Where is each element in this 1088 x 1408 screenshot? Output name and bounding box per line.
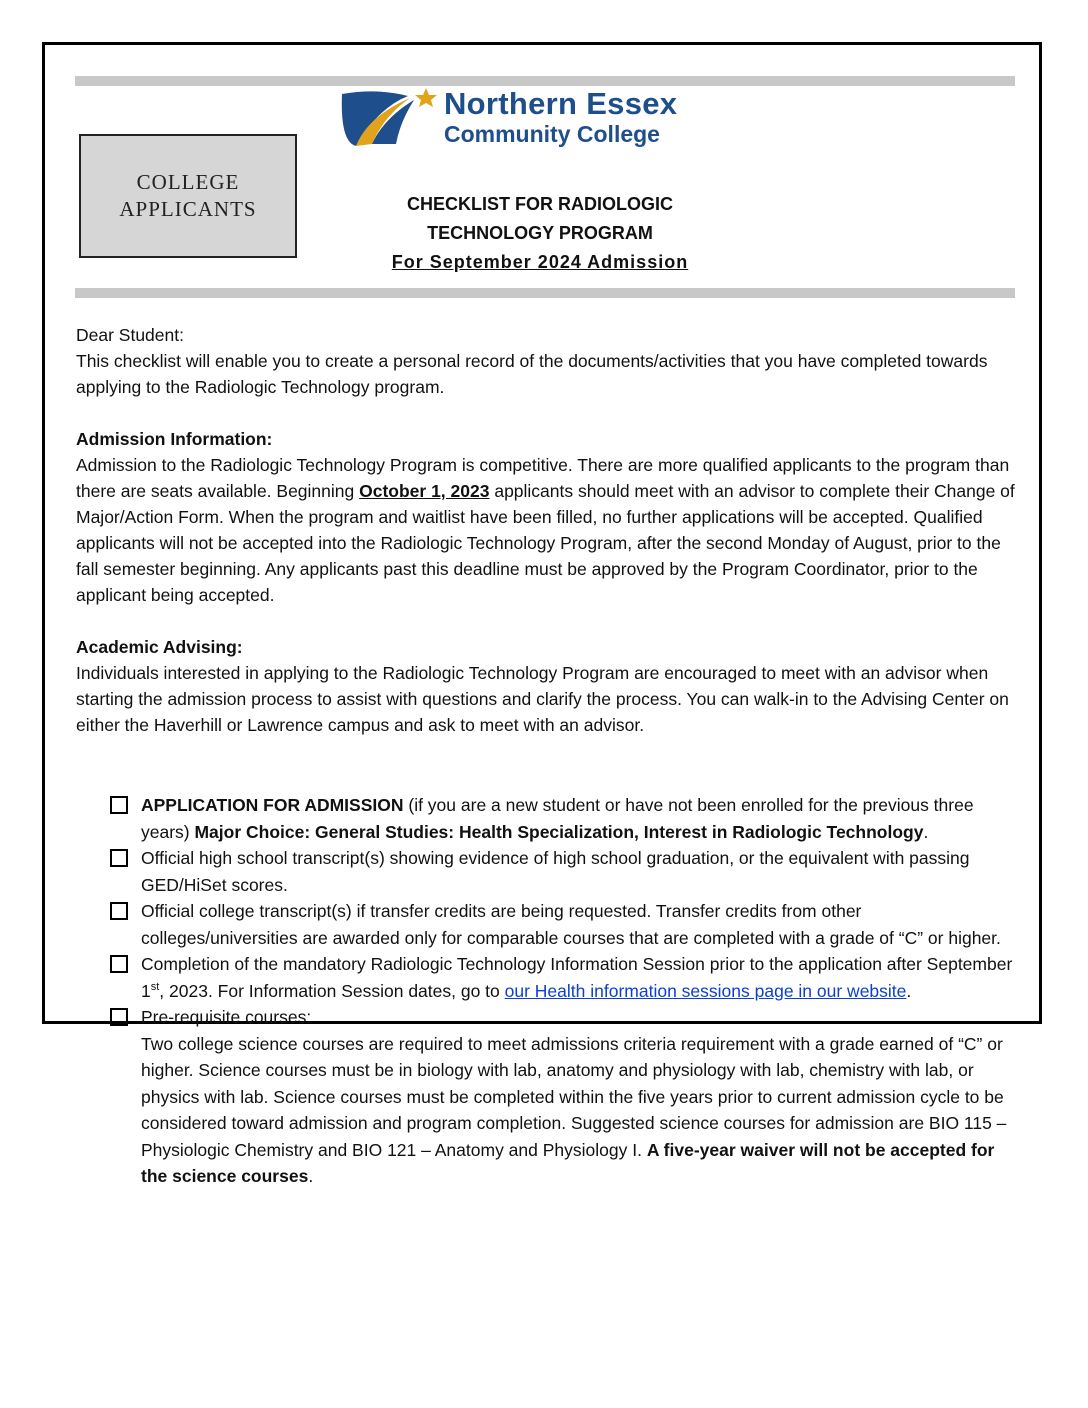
checkbox-high-school-transcript[interactable] xyxy=(110,849,128,867)
admission-paragraph xyxy=(76,452,1016,608)
title-line2: TECHNOLOGY PROGRAM xyxy=(427,223,653,243)
checkbox-prerequisites[interactable] xyxy=(110,1008,128,1026)
item2-text: Official high school transcript(s) showing evidence of high school graduation, or the equivalent with passing GED/HiSet scores. xyxy=(141,848,970,895)
checkbox-application[interactable] xyxy=(110,796,128,814)
logo-name-line1: Northern Essex xyxy=(444,86,678,121)
checklist-item-prerequisites xyxy=(110,1004,1020,1190)
checklist-item-info-session xyxy=(110,951,1020,1004)
college-applicants-box xyxy=(79,134,297,258)
bottom-divider xyxy=(75,288,1015,298)
college-logo xyxy=(338,86,758,148)
item5-waiver-note: A five-year waiver will not be accepted for the science courses xyxy=(141,1139,995,1186)
admission-heading: Admission Information: xyxy=(76,429,273,449)
logo-emblem-icon xyxy=(338,86,442,148)
item3-text: Official college transcript(s) if transfer credits are being requested. Transfer credits from other colleges/universities are awarded only for comparable courses that are completed with a grade of “C” or higher. xyxy=(141,901,1001,948)
checklist-item-college-transcript xyxy=(110,898,1020,951)
logo-name-line2: Community College xyxy=(444,121,660,147)
item1-text: (if you are a new student or have not been enrolled for the previous three years) xyxy=(141,795,974,842)
item4-sup: st xyxy=(150,980,160,993)
top-divider xyxy=(75,76,1015,86)
item5-text: Two college science courses are required to meet admissions criteria requirement with a grade earned of “C” or higher. Science courses must be in biology with lab, anatomy and physiology with lab, chemistry with lab, or physics with lab. Science courses must be completed within the five years prior to current admission cycle to be considered toward admission and program completion. Suggested science courses for admission are BIO 115 – Physiologic Chemistry and BIO 121 – Anatomy and Physiology I. xyxy=(141,1033,1007,1160)
item5-paragraph xyxy=(141,1031,1020,1190)
document-title xyxy=(340,190,740,277)
item1-major-choice: Major Choice: General Studies: Health Specialization, Interest in Radiologic Technology xyxy=(194,821,924,842)
admission-date: October 1, 2023 xyxy=(359,481,490,501)
title-line3: For September 2024 Admission xyxy=(391,252,689,272)
intro-paragraph: This checklist will enable you to create a personal record of the documents/activities that you have completed towards applying to the Radiologic Technology program. xyxy=(76,351,988,397)
admission-text-after: applicants should meet with an advisor to complete their Change of Major/Action Form. When the program and waitlist have been filled, no further applications will be accepted. Qualified applicants will not be accepted into the Radiologic Technology Program, after the second Monday of August, prior to the fall semester beginning. Any applicants past this deadline must be approved by the Program Coordinator, prior to the applicant being accepted. xyxy=(76,481,1015,605)
item5-end: . xyxy=(308,1166,314,1186)
salutation: Dear Student: xyxy=(76,325,184,345)
item1-bold: APPLICATION FOR ADMISSION xyxy=(141,795,404,815)
advising-heading: Academic Advising: xyxy=(76,637,243,657)
info-session-link[interactable]: our Health information sessions page in our website xyxy=(504,980,907,1001)
admission-text-before: Admission to the Radiologic Technology Program is competitive. There are more qualified applicants to the program than there are seats available. Beginning xyxy=(76,455,1010,501)
item4-text-before: Completion of the mandatory Radiologic Technology Information Session prior to the application after September 1 xyxy=(141,954,1013,1001)
applicants-box-line1: COLLEGE xyxy=(136,170,240,194)
checkbox-info-session[interactable] xyxy=(110,955,128,973)
checkbox-college-transcript[interactable] xyxy=(110,902,128,920)
body-text xyxy=(76,322,1016,738)
checklist xyxy=(110,792,1020,1190)
item4-text-mid: , 2023. For Information Session dates, go to xyxy=(159,980,505,1001)
checklist-item-high-school-transcript xyxy=(110,845,1020,898)
checklist-item-application xyxy=(110,792,1020,845)
item1-end: . xyxy=(923,821,929,842)
item4-end: . xyxy=(906,980,912,1001)
item5-heading: Pre-requisite courses: xyxy=(141,1007,312,1027)
advising-paragraph: Individuals interested in applying to the Radiologic Technology Program are encouraged to meet with an advisor when starting the admission process to assist with questions and clarify the process. You can walk-in to the Advising Center on either the Haverhill or Lawrence campus and ask to meet with an advisor. xyxy=(76,663,1009,735)
title-line1: CHECKLIST FOR RADIOLOGIC xyxy=(407,194,673,214)
applicants-box-line2: APPLICANTS xyxy=(119,197,257,221)
